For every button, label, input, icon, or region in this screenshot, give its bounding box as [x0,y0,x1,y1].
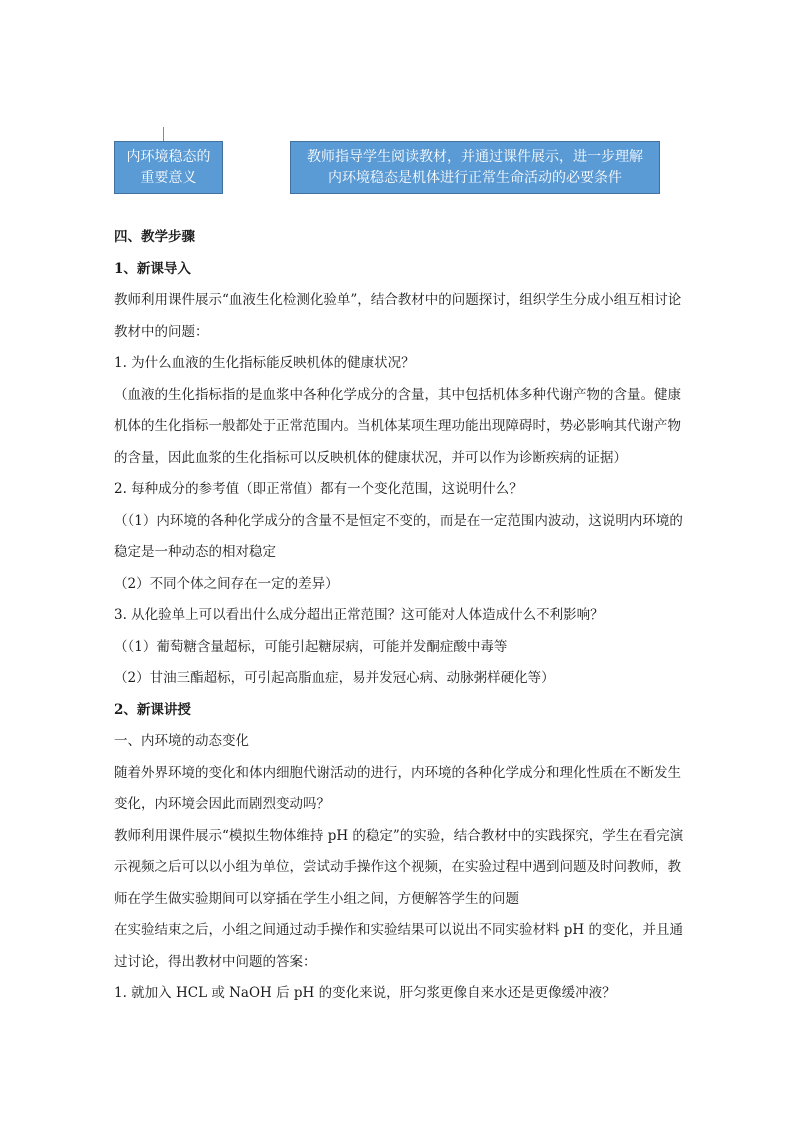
paragraph: 在实验结束之后，小组之间通过动手操作和实验结果可以说出不同实验材料 pH 的变化，并且通过讨论，得出教材中问题的答案： [114,922,683,970]
diagram-box-significance: 内环境稳态的重要意义 [114,141,223,194]
subheading-new-lesson: 2、新课讲授 [114,701,191,718]
paragraph: 教师利用课件展示“模拟生物体维持 pH 的稳定”的实验，结合教材中的实践探究，学生在看完演示视频之后可以以小组为单位，尝试动手操作这个视频，在实验过程中遇到问题及时问教师，教师在学生做实验期间可以穿插在学生小组之间，方便解答学生的问题 [114,827,684,907]
answer-2-part-1: （（1）内环境的各种化学成分的含量不是恒定不变的，而是在一定范围内波动，这说明内环境的稳定是一种动态的相对稳定 [114,512,683,560]
question-ph: 1. 就加入 HCL 或 NaOH 后 pH 的变化来说，肝匀浆更像自来水还是更像缓冲液？ [114,985,616,1001]
answer-1: （血液的生化指标指的是血浆中各种化学成分的含量，其中包括机体多种代谢产物的含量。健康机体的生化指标一般都处于正常范围内。当机体某项生理功能出现障碍时，势必影响其代谢产物的含量，因此血浆的生化指标可以反映机体的健康状况，并可以作为诊断疾病的证据） [114,386,681,466]
question-3: 3. 从化验单上可以看出什么成分超出正常范围？这可能对人体造成什么不利影响？ [114,607,604,623]
question-1: 1. 为什么血液的生化指标能反映机体的健康状况？ [114,355,415,371]
answer-3-part-1: （（1）葡萄糖含量超标，可能引起糖尿病，可能并发酮症酸中毒等 [114,638,508,655]
subheading-introduction: 1、新课导入 [114,260,191,277]
paragraph: 随着外界环境的变化和体内细胞代谢活动的进行，内环境的各种化学成分和理化性质在不断发生变化，内环境会因此而剧烈变动吗？ [114,764,681,812]
question-2: 2. 每种成分的参考值（即正常值）都有一个变化范围，这说明什么？ [114,481,523,497]
answer-3-part-2: （2）甘油三酯超标，可引起高脂血症，易并发冠心病、动脉粥样硬化等） [114,670,555,686]
section-title-dynamic-changes: 一、内环境的动态变化 [114,733,249,749]
paragraph: 教师利用课件展示“血液生化检测化验单”，结合教材中的问题探讨，组织学生分成小组互相讨论教材中的问题： [114,292,682,340]
answer-2-part-2: （2）不同个体之间存在一定的差异） [114,575,339,592]
document-body [114,222,684,1010]
section-heading-teaching-steps: 四、教学步骤 [114,229,195,245]
diagram-box-teacher-guidance: 教师指导学生阅读教材，并通过课件展示，进一步理解内环境稳态是机体进行正常生命活动的必要条件 [290,141,660,194]
connector-line [163,127,164,141]
